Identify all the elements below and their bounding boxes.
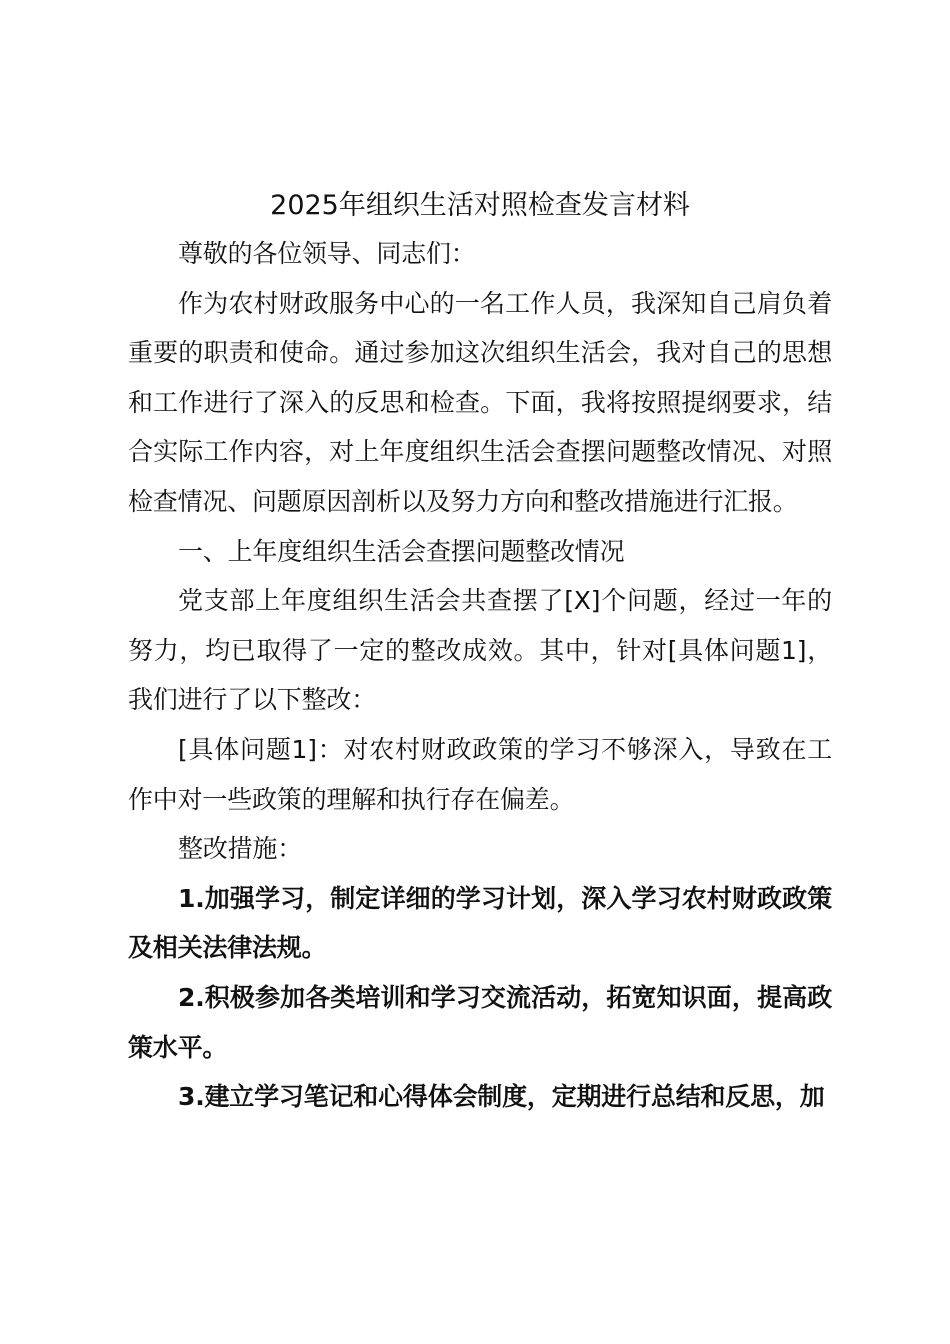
- document-title: 2025年组织生活对照检查发言材料: [270, 190, 690, 221]
- paragraph-greeting: 尊敬的各位领导、同志们：: [178, 239, 476, 268]
- paragraph-measures-label: 整改措施：: [178, 834, 303, 864]
- measure-item-1: 1.加强学习，制定详细的学习计划，深入学习农村财政政策及相关法律法规。: [128, 883, 832, 963]
- section-heading-1: 一、上年度组织生活会查摆问题整改情况: [178, 536, 625, 566]
- document-page: [128, 183, 832, 1122]
- paragraph-problem-1: [具体问题1]：对农村财政政策的学习不够深入，导致在工作中对一些政策的理解和执行存在偏差。: [128, 734, 832, 814]
- measure-item-2: 2.积极参加各类培训和学习交流活动，拓宽知识面，提高政策水平。: [128, 982, 832, 1062]
- measure-item-3: 3.建立学习笔记和心得体会制度，定期进行总结和反思，加: [178, 1082, 825, 1112]
- paragraph-intro: 作为农村财政服务中心的一名工作人员，我深知自己肩负着重要的职责和使命。通过参加这次组织生活会，我对自己的思想和工作进行了深入的反思和检查。下面，我将按照提纲要求，结合实际工作内容，对上年度组织生活会查摆问题整改情况、对照检查情况、问题原因剖析以及努力方向和整改措施进行汇报。: [128, 288, 832, 516]
- paragraph-rectification-summary: 党支部上年度组织生活会共查摆了[X]个问题，经过一年的努力，均已取得了一定的整改成效。其中，针对[具体问题1]，我们进行了以下整改：: [128, 586, 832, 715]
